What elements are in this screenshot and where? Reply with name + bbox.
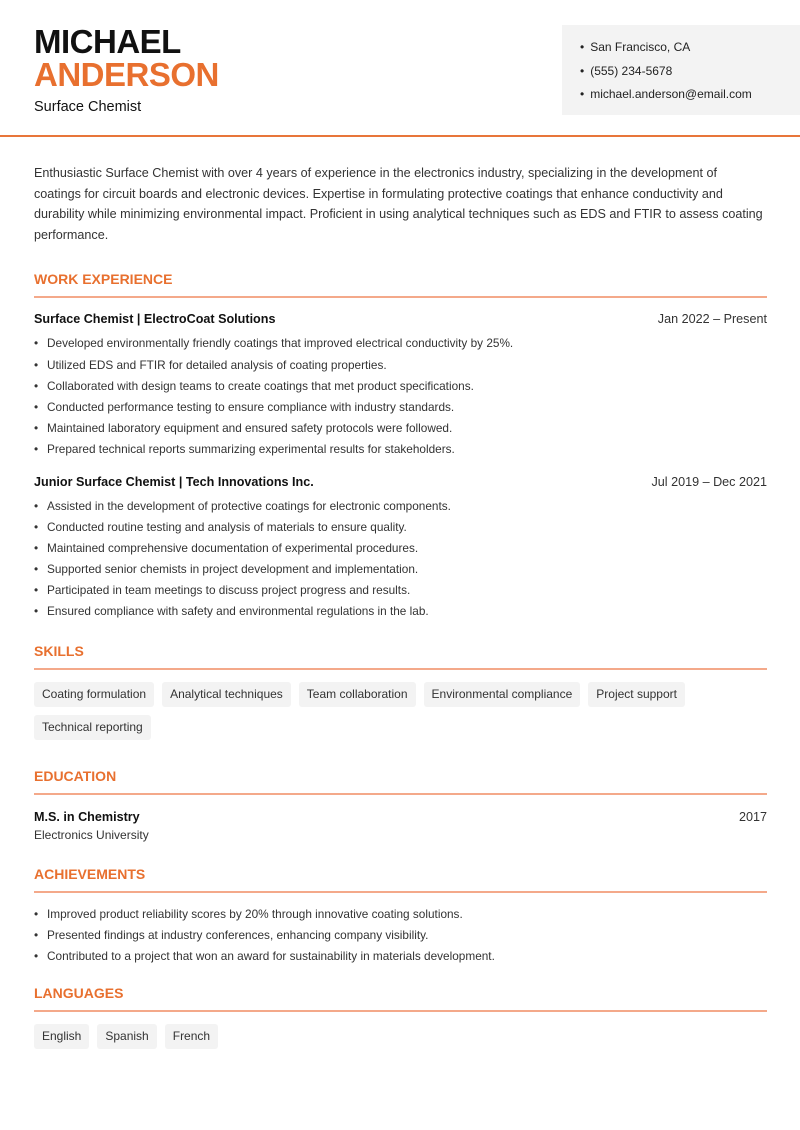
contact-phone: • (555) 234-5678 xyxy=(580,63,800,87)
achievements-list xyxy=(34,906,767,970)
list-item: • Conducted performance testing to ensure compliance with industry standards. xyxy=(34,399,767,420)
skills-list xyxy=(34,682,767,740)
list-item: • Supported senior chemists in project development and implementation. xyxy=(34,561,767,582)
language-tag: English xyxy=(34,1024,89,1049)
section-heading-achievements: ACHIEVEMENTS xyxy=(34,866,767,893)
skill-tag: Coating formulation xyxy=(34,682,154,707)
section-heading-skills: SKILLS xyxy=(34,643,767,670)
language-tag: Spanish xyxy=(97,1024,156,1049)
list-item: • Conducted routine testing and analysis of materials to ensure quality. xyxy=(34,519,767,540)
section-heading-work: WORK EXPERIENCE xyxy=(34,271,767,298)
skill-tag: Team collaboration xyxy=(299,682,416,707)
first-name: MICHAEL xyxy=(34,23,181,60)
list-item: • Collaborated with design teams to create coatings that met product specifications. xyxy=(34,378,767,399)
skill-tag: Project support xyxy=(588,682,685,707)
summary: Enthusiastic Surface Chemist with over 4 years of experience in the electronics industry, specializing in the development of coatings for circuit boards and electronic devices. Expertise in formulating protective coatings that enhance conductivity and durability while minimizing environmental impact. Proficient in using analytical techniques such as EDS and FTIR to assess coating performance. xyxy=(34,166,763,242)
education-year: 2017 xyxy=(738,809,767,824)
job-date: Jan 2022 – Present xyxy=(657,312,767,327)
school: Electronics University xyxy=(34,827,149,842)
job-role: Surface Chemist | ElectroCoat Solutions xyxy=(34,312,276,327)
language-tag: French xyxy=(165,1024,218,1049)
list-item: • Maintained laboratory equipment and ensured safety protocols were followed. xyxy=(34,420,767,441)
skill-tag: Analytical techniques xyxy=(162,682,291,707)
list-item: • Ensured compliance with safety and environmental regulations in the lab. xyxy=(34,603,767,624)
job-header xyxy=(34,475,767,489)
degree: M.S. in Chemistry xyxy=(34,809,140,824)
last-name: ANDERSON xyxy=(34,56,219,93)
list-item: • Maintained comprehensive documentation of experimental procedures. xyxy=(34,540,767,561)
list-item: • Contributed to a project that won an award for sustainability in materials development. xyxy=(34,948,767,969)
contact-email[interactable]: • michael.anderson@email.com xyxy=(580,86,800,110)
skill-tag: Environmental compliance xyxy=(424,682,581,707)
contact-box xyxy=(562,25,800,115)
job-header xyxy=(34,312,767,326)
list-item: • Developed environmentally friendly coatings that improved electrical conductivity by 25%. xyxy=(34,335,767,356)
job-bullets xyxy=(34,335,767,462)
list-item: • Prepared technical reports summarizing experimental results for stakeholders. xyxy=(34,441,767,462)
list-item: • Improved product reliability scores by 20% through innovative coating solutions. xyxy=(34,906,767,927)
resume-header xyxy=(0,0,800,137)
job-bullets xyxy=(34,498,767,625)
job-title: Surface Chemist xyxy=(34,99,142,115)
list-item: • Assisted in the development of protective coatings for electronic components. xyxy=(34,498,767,519)
job-role: Junior Surface Chemist | Tech Innovations Inc. xyxy=(34,474,314,489)
list-item: • Presented findings at industry conferences, enhancing company visibility. xyxy=(34,927,767,948)
work-experience xyxy=(34,312,767,624)
education-entry xyxy=(34,810,767,824)
languages-list xyxy=(34,1024,767,1049)
section-heading-languages: LANGUAGES xyxy=(34,985,767,1012)
job-date: Jul 2019 – Dec 2021 xyxy=(651,474,767,489)
list-item: • Participated in team meetings to discuss project progress and results. xyxy=(34,582,767,603)
list-item: • Utilized EDS and FTIR for detailed analysis of coating properties. xyxy=(34,357,767,378)
section-heading-education: EDUCATION xyxy=(34,768,767,795)
skill-tag: Technical reporting xyxy=(34,715,151,740)
contact-location: • San Francisco, CA xyxy=(580,39,800,63)
